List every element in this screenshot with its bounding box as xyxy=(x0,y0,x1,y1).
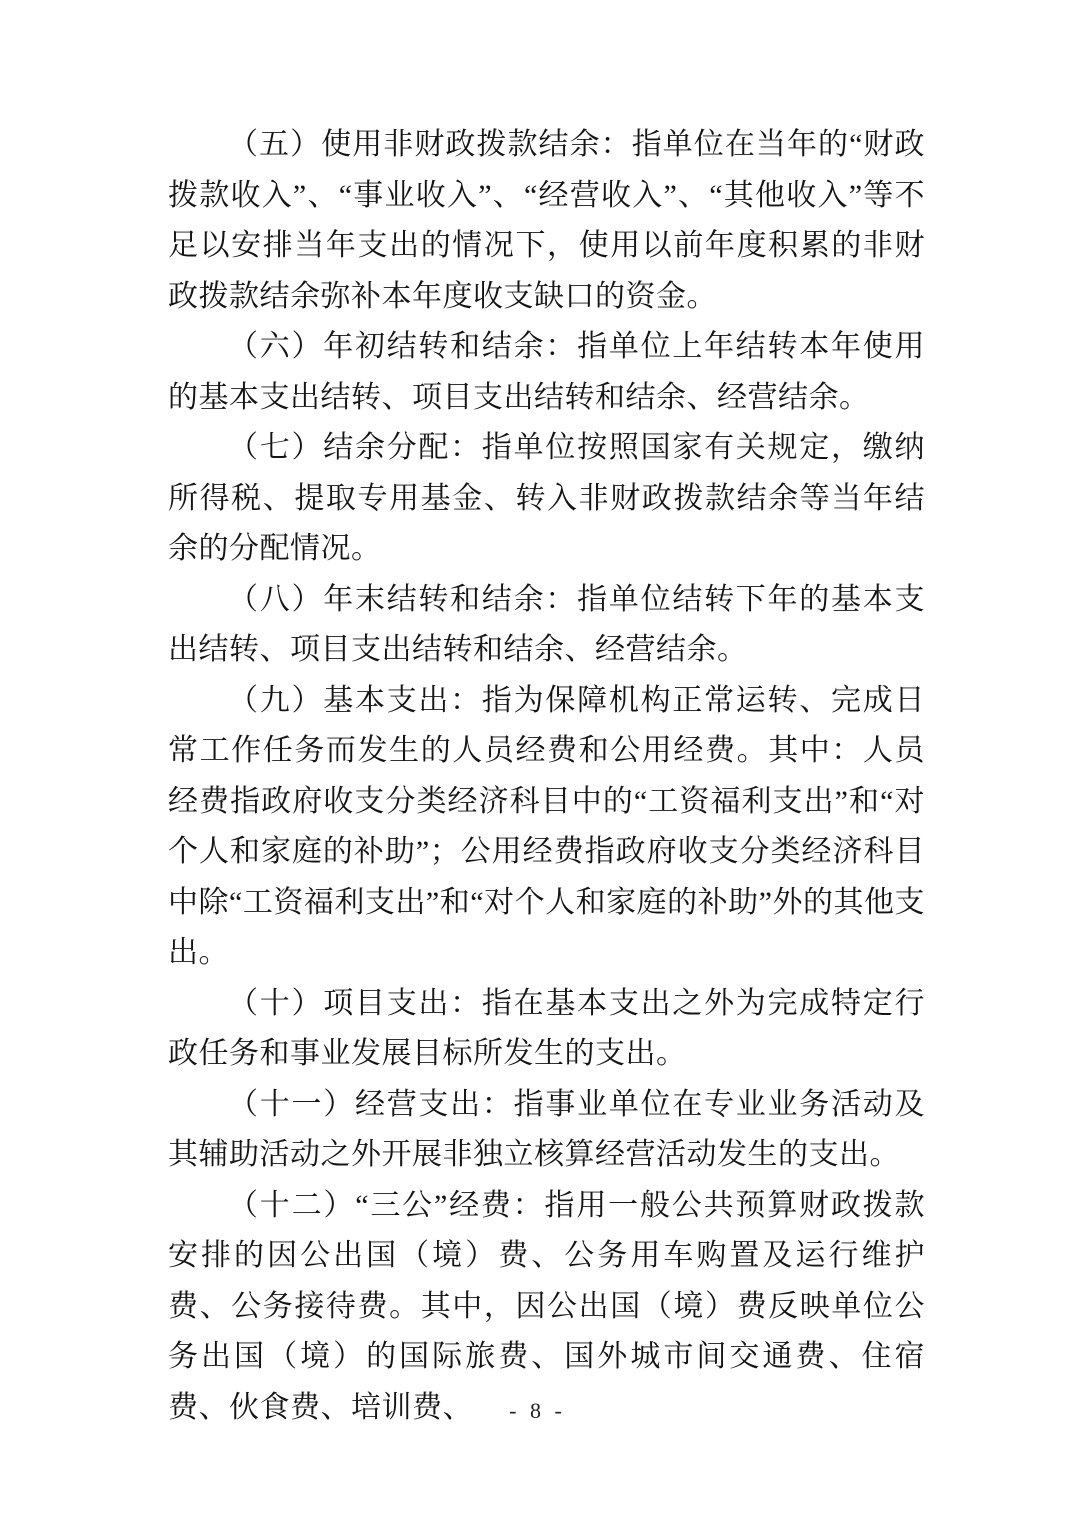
paragraph-item-9: （九）基本支出：指为保障机构正常运转、完成日常工作任务而发生的人员经费和公用经费。其中：人员经费指政府收支分类经济科目中的“工资福利支出”和“对个人和家庭的补助”；公用经费指政府收支分类经济科目中除“工资福利支出”和“对个人和家庭的补助”外的其他支出。 xyxy=(168,683,925,969)
paragraph-item-12: （十二）“三公”经费：指用一般公共预算财政拨款安排的因公出国（境）费、公务用车购置及运行维护费、公务接待费。其中，因公出国（境）费反映单位公务出国（境）的国际旅费、国外城市间交通费、住宿费、伙食费、培训费、 xyxy=(168,1188,925,1424)
paragraph-item-5: （五）使用非财政拨款结余：指单位在当年的“财政拨款收入”、“事业收入”、“经营收入”、“其他收入”等不足以安排当年支出的情况下，使用以前年度积累的非财政拨款结余弥补本年度收支缺口的资金。 xyxy=(168,128,925,313)
paragraph-item-6: （六）年初结转和结余：指单位上年结转本年使用的基本支出结转、项目支出结转和结余、经营结余。 xyxy=(168,330,925,414)
paragraph-item-11: （十一）经营支出：指事业单位在专业业务活动及其辅助活动之外开展非独立核算经营活动发生的支出。 xyxy=(168,1087,925,1171)
paragraph-item-7: （七）结余分配：指单位按照国家有关规定，缴纳所得税、提取专用基金、转入非财政拨款结余等当年结余的分配情况。 xyxy=(168,431,925,565)
paragraph-item-8: （八）年末结转和结余：指单位结转下年的基本支出结转、项目支出结转和结余、经营结余。 xyxy=(168,582,925,666)
document-body xyxy=(168,120,925,1433)
paragraph-item-10: （十）项目支出：指在基本支出之外为完成特定行政任务和事业发展目标所发生的支出。 xyxy=(168,986,925,1070)
page-number: - 8 - xyxy=(509,1398,566,1423)
